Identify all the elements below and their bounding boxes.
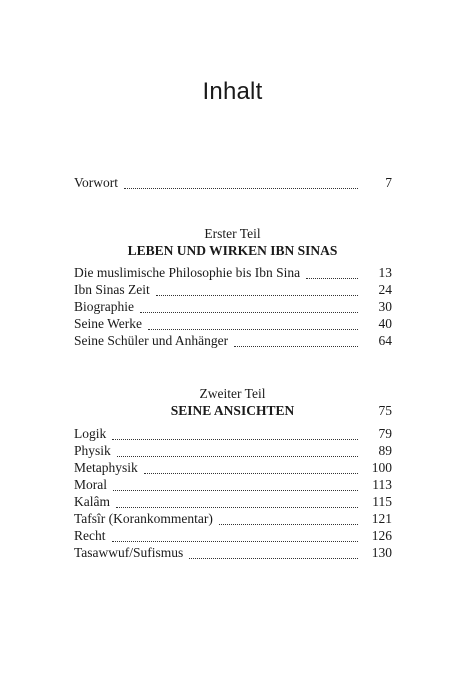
toc-entry[interactable] [74, 460, 392, 477]
dot-leader [112, 540, 358, 542]
toc-entry-label: Logik [74, 426, 107, 441]
toc-entry-page: 7 [385, 175, 392, 190]
toc-entry-label: Biographie [74, 299, 134, 314]
part-label: Erster Teil [204, 226, 261, 241]
toc-entry-label: Moral [74, 477, 107, 492]
toc-entry-label: Seine Schüler und Anhänger [74, 333, 229, 348]
toc-entry-page: 100 [371, 460, 392, 475]
toc-entry-page: 126 [371, 528, 392, 543]
toc-entry-label: Metaphysik [74, 460, 138, 475]
toc-entry[interactable] [74, 265, 392, 282]
toc-entry-label: Ibn Sinas Zeit [74, 282, 150, 297]
dot-leader [124, 187, 358, 189]
toc-entry-label: Kalâm [74, 494, 110, 509]
toc-entry-label: Tasawwuf/Sufismus [74, 545, 184, 560]
toc-entry-page: 113 [372, 477, 392, 492]
dot-leader [140, 311, 358, 313]
toc-entry[interactable] [74, 443, 392, 460]
toc-entry[interactable] [74, 282, 392, 299]
part-title: SEINE ANSICHTEN [170, 403, 295, 418]
toc-entry-label: Recht [74, 528, 106, 543]
toc-entry-page: 115 [372, 494, 392, 509]
toc-entry-label: Seine Werke [74, 316, 143, 331]
part-page: 75 [378, 403, 392, 418]
toc-entry-page: 89 [378, 443, 392, 458]
toc-entry[interactable] [74, 545, 392, 562]
dot-leader [189, 557, 358, 559]
toc-entry-label: Physik [74, 443, 111, 458]
toc-entry[interactable] [74, 528, 392, 545]
toc-entry[interactable] [74, 477, 392, 494]
dot-leader [144, 472, 358, 474]
dot-leader [306, 277, 358, 279]
toc-entry-page: 121 [371, 511, 392, 526]
toc-entry-label: Die muslimische Philosophie bis Ibn Sina [74, 265, 301, 280]
dot-leader [113, 489, 358, 491]
toc-entry-label: Vorwort [74, 175, 119, 190]
toc-entry-page: 130 [371, 545, 392, 560]
page-title: Inhalt [202, 78, 263, 105]
dot-leader [234, 345, 358, 347]
dot-leader [117, 455, 358, 457]
toc-entry[interactable] [74, 299, 392, 316]
toc-entry-page: 30 [378, 299, 392, 314]
part-label: Zweiter Teil [199, 386, 266, 401]
toc-entry[interactable] [74, 494, 392, 511]
dot-leader [148, 328, 358, 330]
toc-entry[interactable] [74, 333, 392, 350]
toc-entry-page: 40 [378, 316, 392, 331]
toc-entry-page: 13 [378, 265, 392, 280]
dot-leader [219, 523, 358, 525]
dot-leader [156, 294, 358, 296]
toc-entry-label: Tafsîr (Korankommentar) [74, 511, 213, 526]
toc-entry-page: 24 [378, 282, 392, 297]
toc-entry[interactable] [74, 511, 392, 528]
toc-entry-preface[interactable] [74, 175, 392, 192]
toc-entry-page: 64 [378, 333, 392, 348]
toc-entry-page: 79 [378, 426, 392, 441]
dot-leader [116, 506, 358, 508]
part-title: LEBEN UND WIRKEN IBN SINAS [127, 243, 338, 258]
toc-entry[interactable] [74, 316, 392, 333]
toc-entry[interactable] [74, 426, 392, 443]
dot-leader [112, 438, 358, 440]
